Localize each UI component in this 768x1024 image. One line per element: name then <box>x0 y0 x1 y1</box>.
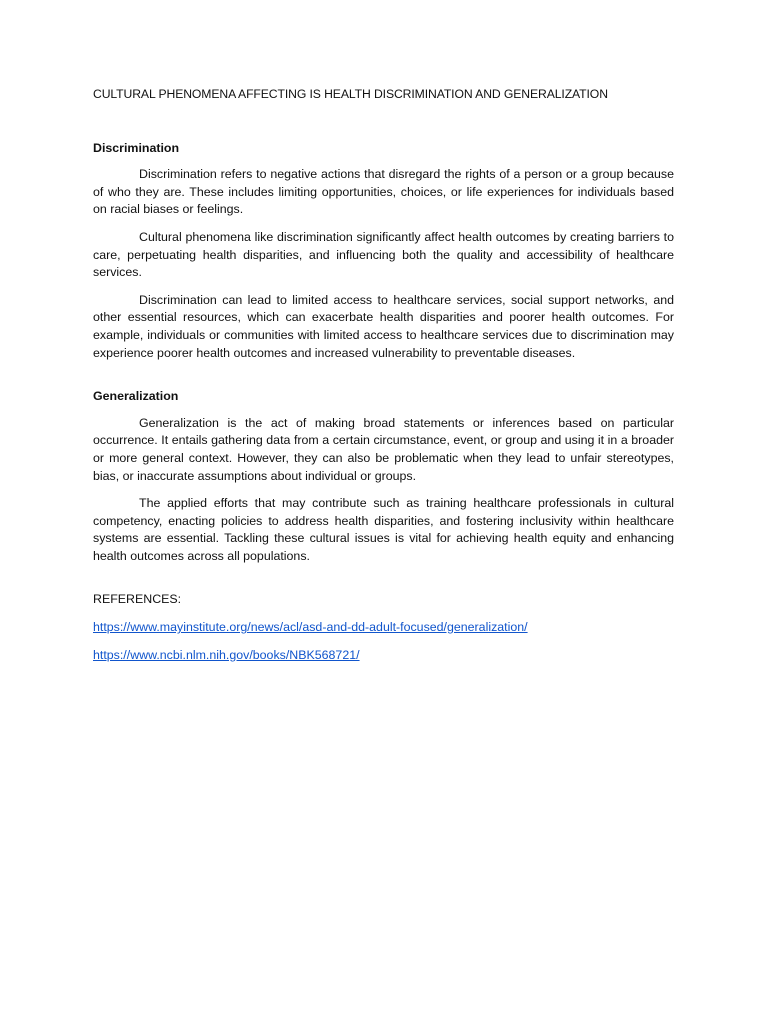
reference-link-mayinstitute[interactable]: https://www.mayinstitute.org/news/acl/asd-and-dd-adult-focused/generalization/ <box>93 620 528 635</box>
section-heading-discrimination: Discrimination <box>93 140 180 155</box>
references-label: REFERENCES: <box>93 592 182 607</box>
section-discrimination <box>93 140 674 363</box>
document-title: CULTURAL PHENOMENA AFFECTING IS HEALTH DISCRIMINATION AND GENERALIZATION <box>93 87 608 101</box>
paragraph: Discrimination refers to negative actions that disregard the rights of a person or a group because of who they are. These includes limiting opportunities, choices, or life experiences for individuals based on racial biases or feelings. <box>93 167 674 217</box>
references-section <box>93 591 674 664</box>
paragraph: Cultural phenomena like discrimination significantly affect health outcomes by creating barriers to care, perpetuating health disparities, and influencing both the quality and accessibility of healthcare services. <box>93 229 674 280</box>
document-page <box>93 86 674 674</box>
reference-link-ncbi[interactable]: https://www.ncbi.nlm.nih.gov/books/NBK568721/ <box>93 647 360 662</box>
section-heading-generalization: Generalization <box>93 389 179 404</box>
paragraph: Generalization is the act of making broad statements or inferences based on particular occurrence. It entails gathering data from a certain circumstance, event, or group and using it in a broader or more general context. However, they can also be problematic when they lead to unfair stereotypes, bias, or inaccurate assumptions about individual or groups. <box>93 415 674 483</box>
section-generalization <box>93 388 674 565</box>
paragraph: Discrimination can lead to limited access to healthcare services, social support networks, and other essential resources, which can exacerbate health disparities and poorer health outcomes. For example, individuals or communities with limited access to healthcare services due to discrimination may experience poorer health outcomes and increased vulnerability to preventable diseases. <box>93 292 674 360</box>
paragraph: The applied efforts that may contribute such as training healthcare professionals in cultural competency, enacting policies to address health disparities, and fostering inclusivity within healthcare systems are essential. Tackling these cultural issues is vital for achieving health equity and enhancing health outcomes across all populations. <box>93 496 674 563</box>
